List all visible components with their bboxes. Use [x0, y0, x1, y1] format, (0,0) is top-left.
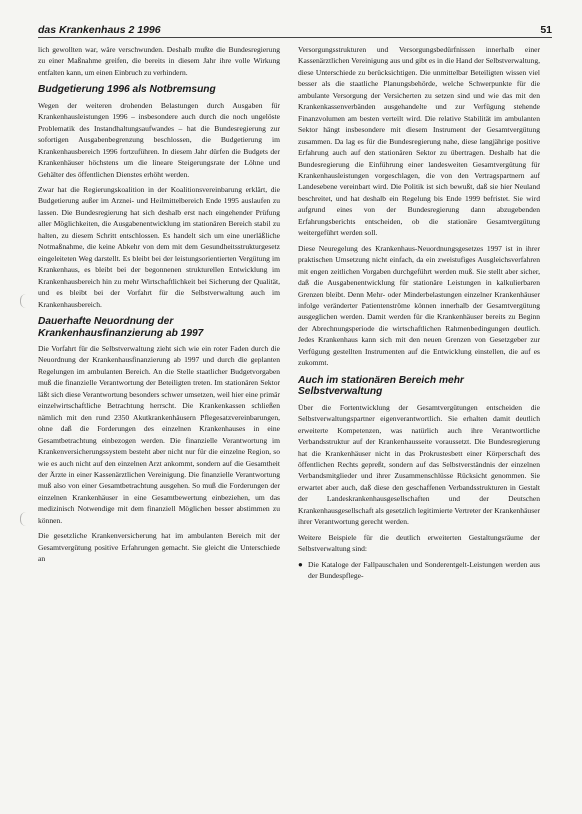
section-heading: Budgetierung 1996 als Notbremsung — [38, 84, 216, 96]
list-item-text: Die Kataloge der Fallpauschalen und Sonderentgelt-Leistungen werden aus der Bundespflege- — [308, 559, 540, 581]
section-heading: Auch im stationären Bereich mehr Selbstverwaltung — [298, 374, 464, 398]
header-rule — [38, 37, 552, 38]
bullet-icon: ● — [298, 559, 303, 569]
right-column — [298, 44, 540, 581]
page-number: 51 — [540, 24, 552, 36]
paragraph: Über die Fortentwicklung der Gesamtvergütungen entscheiden die Selbstverwaltungspartner eigenverantwortlich. Sie erhalten damit deutlich erweiterte Kompetenzen, was natürlich auch ihre Verantwortliche Verbandsstruktur auf der Krankenhausseite voraussetzt. Die Bundesregierung hat die Krankenhäuser nicht in das Prokrustesbett einer Körperschaft des öffentlichen Rechts gepreßt, sondern auf das Selbstverständnis der einzelnen Verbandsmitglieder und ihrer Zusammenschlüsse Rücksicht genommen. Sie erwartet aber auch, daß diese den geschaffenen Verbandsstrukturen in Gestalt der Landeskrankenhausgesellschaften und der Deutschen Krankenhausgesellschaft als gesetzlich legitimierte Vertreter der Krankenhäuser ihrer Verantwortung gerecht werden. — [298, 402, 540, 527]
paragraph: Versorgungsstrukturen und Versorgungsbedürfnissen innerhalb einer Kassenärztlichen Vereinigung aus und gibt es in die Hand der Selbstverwaltung, diese Unterschiede zu berücksichtigen. Die unmittelbar Beteiligten wissen viel besser als die staatliche Planungsbehörde, welche Schwerpunkte für die ambulante Versorgung der Versicherten zu setzen sind und wie das mit den Krankenkassenverbänden ausgehandelte und zur Verfügung stehende Finanzvolumen am besten verteilt wird. Die relative Stabilität im ambulanten Sektor hängt insbesondere mit diesem Instrument der Gesamtvergütung zusammen. Da lag es für die Bundesregierung nahe, diese langjährige positive Erfahrung auch auf den stationären Sektor zu übertragen. Deshalb hat die Bundesregierung die Einführung einer landesweiten Gesamtvergütung für Krankenhausleistungen vorgeschlagen, die von den Vertragspartnern auf Landesebene vereinbart wird. Die Politik ist sich bewußt, daß sie hier Neuland beschreitet, und hat deshalb ein Regelung bis Ende 1999 befristet. Sie wird aufgrund eines von der Bundesregierung dann abzugebenden Erfahrungsberichts entscheiden, ob die stationäre Gesamtvergütung weitergeführt werden soll. — [298, 45, 540, 238]
page-header — [38, 20, 552, 38]
section-heading: Dauerhafte Neuordnung der Krankenhausfinanzierung ab 1997 — [38, 316, 204, 339]
paragraph: Zwar hat die Regierungskoalition in der Koalitionsvereinbarung erklärt, die Budgetierung außer im Arznei- und Heilmittelbereich Ende 1995 auslaufen zu lassen. Die Bundesregierung hat sich deshalb erst nach eingehender Prüfung aller Möglichkeiten, die Ausgabenentwicklung im stationären Bereich stabil zu halten, zu diesem Schritt entschlossen. Es handelt sich um eine unerläßliche Notmaßnahme, die keine Abkehr von dem mit dem Gesundheitsstrukturgesetz eingeleiteten Weg darstellt. Es bleibt bei der leistungsorientierten Vergütung im Krankenhaus, es bleibt bei der begonnenen strukturellen Entwicklung im Krankenhausbereich hin zu mehr Wirtschaftlichkeit bei Sicherung der Qualität, und es bleibt bei der Vorfahrt für die Selbstverwaltung auch im Krankenhausbereich. — [38, 185, 280, 309]
margin-mark — [20, 294, 27, 308]
paragraph: Die gesetzliche Krankenversicherung hat im ambulanten Bereich mit der Gesamtvergütung positive Erfahrungen gemacht. Sie gleicht die Unterschiede an — [38, 531, 280, 564]
margin-mark — [20, 512, 27, 526]
paragraph: lich gewollten war, wäre verschwunden. Deshalb mußte die Bundesregierung zu einer Maßnahme greifen, die bereits in diesem Jahr ihre volle Wirkung entfalten kann, um einen Einbruch zu verhindern. — [38, 45, 280, 77]
paragraph: Weitere Beispiele für die deutlich erweiterten Gestaltungsräume der Selbstverwaltung sind: — [298, 532, 540, 554]
paragraph: Wegen der weiteren drohenden Belastungen durch Ausgaben für Krankenhausleistungen 1996 – insbesondere auch durch die noch ungelöste Problematik des Instandhaltungsaufwandes – hat die Bundesregierung zur sofortigen Ausgabenbegrenzung beschlossen, die Budgetierung im Krankenhausbereich 1996 fortzuführen. In diesem Jahr dürfen die Budgets der Krankenhäuser höchstens um die lineare Steigerungsrate der Löhne und Gehälter des öffentlichen Dienstes erhöht werden. — [38, 100, 280, 179]
paragraph: Die Vorfahrt für die Selbstverwaltung zieht sich wie ein roter Faden durch die Neuordnung der Krankenhausfinanzierung ab 1997 und durch die geplanten Regelungen im ambulanten Bereich. An die Stelle staatlicher Budgetvorgaben muß die finanzielle Verantwortung der Beteiligten treten. Im stationären Sektor läßt sich diese Verantwortung besonders schwer umsetzen, weil hier eine primär einzelwirtschaftliche Betrachtung herrscht. Die Krankenkassen schließen nämlich mit den rund 2350 Akutkrankenhäusern Pflegesatzvereinbarungen, ohne daß die Forderungen des einzelnen Krankenhauses in eine Gesamtbetrachtung einbezogen werden. Die finanzielle Verantwortung im Krankenversicherungssystem besteht aber nicht nur für die einzelne Region, so wie es auch nicht auf den einzelnen Arzt ankommt, sondern auf die Gesamtheit der Ärzte in einer Kassenärztlichen Vereinigung. Die finanzielle Verantwortung muß also von einer Gesamtbetrachtung ausgehen. So muß die Forderungen der einzelnen Krankenhäuser in eine Gesamtbewertung einbeziehen, um das medizinisch Notwendige mit dem finanziell Möglichen besser abstimmen zu können. — [38, 344, 280, 525]
bullet-list — [298, 559, 540, 582]
left-column — [38, 44, 280, 569]
paragraph: Diese Neuregelung des Krankenhaus-Neuordnungsgesetzes 1997 ist in ihrer praktischen Umsetzung nicht einfach, da ein zweistufiges Ausgleichsverfahren mit engen zeitlichen Vorgaben durchgeführt werden muß. Sie stellt aber sicher, daß die Ausgabenentwicklung für stationäre Leistungen in kalkulierbaren Grenzen bleibt. Denn Mehr- oder Minderbelastungen einzelner Krankenhäuser infolge veränderter Patientenströme können innerhalb der Gesamtvergütung ausgeglichen werden. Damit werden für die Krankenhäuser bereits zu Beginn der Abrechnungsperiode die wirtschaftlichen Rahmenbedingungen deutlich. Jedes Krankenhaus kann sich mit den neuen Grenzen von Gesetzgeber zur Verfügung gestellten Instrumenten auf die Entwicklung einstellen, die auf es zukommt. — [298, 243, 540, 368]
journal-title: das Krankenhaus 2 1996 — [38, 24, 161, 36]
list-item — [298, 559, 540, 582]
